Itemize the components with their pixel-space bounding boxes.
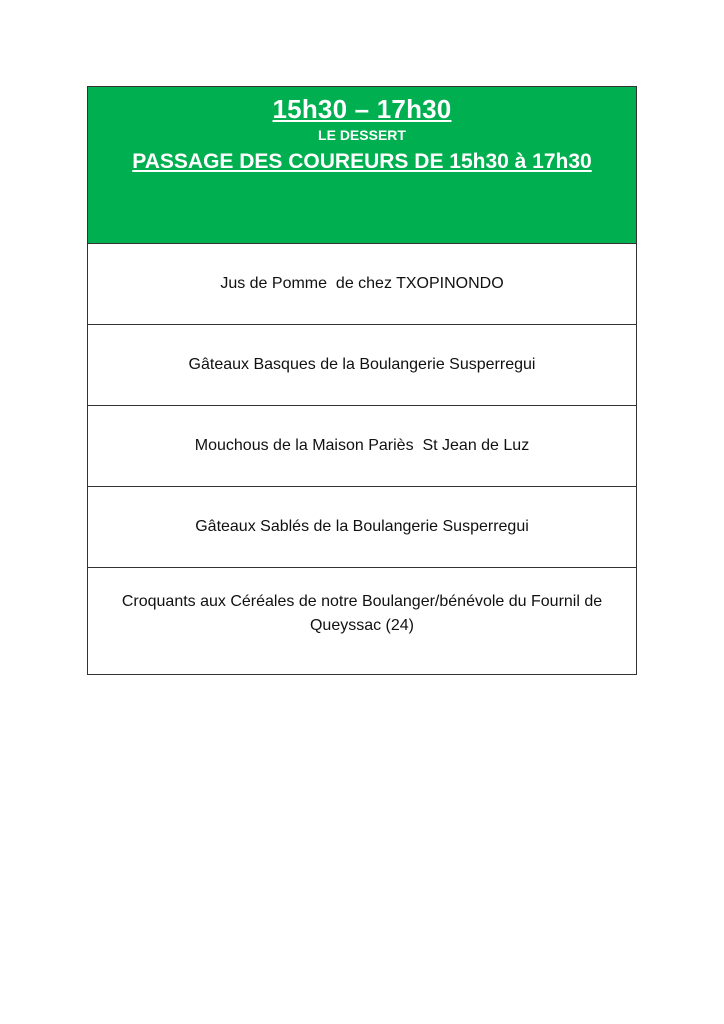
time-range-title: 15h30 – 17h30 xyxy=(272,94,452,124)
table-row: Mouchous de la Maison Pariès St Jean de Luz xyxy=(88,406,636,487)
dessert-table xyxy=(87,86,637,675)
runners-passage-title: PASSAGE DES COUREURS DE 15h30 à 17h30 xyxy=(132,150,592,173)
table-row: Gâteaux Sablés de la Boulangerie Susperregui xyxy=(88,487,636,568)
table-header xyxy=(88,87,636,244)
table-row: Croquants aux Céréales de notre Boulanger/bénévole du Fournil de Queyssac (24) xyxy=(121,593,607,634)
table-row: Jus de Pomme de chez TXOPINONDO xyxy=(88,244,636,325)
dessert-subtitle: LE DESSERT xyxy=(318,127,406,143)
table-row: Gâteaux Basques de la Boulangerie Susperregui xyxy=(88,325,636,406)
